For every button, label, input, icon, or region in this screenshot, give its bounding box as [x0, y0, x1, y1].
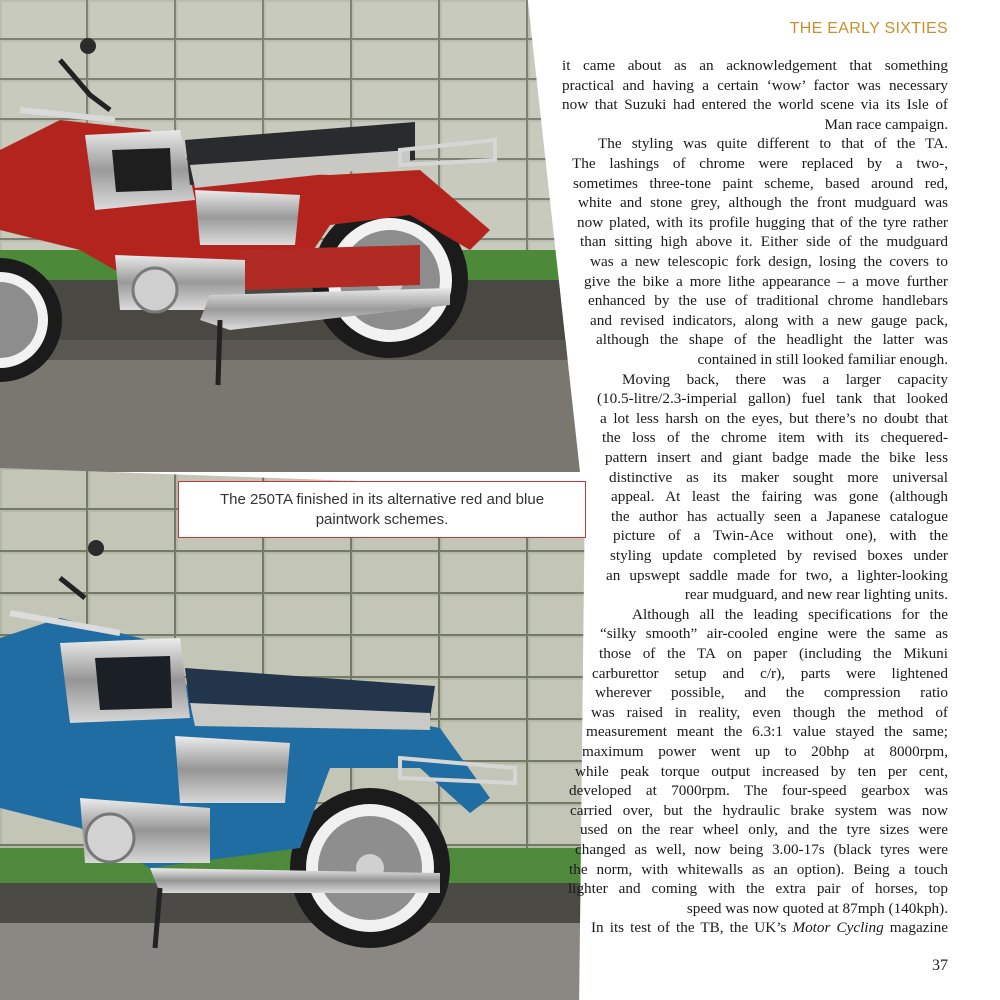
body-line: now that Suzuki had entered the world scene via its Isle of: [562, 96, 948, 114]
body-line: it came about as an acknowledgement that something: [562, 57, 948, 74]
body-line: lighter and coming with the extra pair of horses, top: [568, 880, 948, 898]
body-line: maximum power went up to 20bhp at 8000rpm,: [582, 743, 948, 760]
body-line: Although all the leading specifications for the: [632, 605, 948, 623]
body-line: while peak torque output increased by ten per cent,: [575, 762, 948, 780]
body-line: the loss of the chrome item with its chequered-: [602, 429, 948, 447]
body-line: a lot less harsh on the eyes, but there’s no doubt that: [600, 409, 948, 427]
body-line: an upswept saddle made for two, a lighter-looking: [606, 566, 948, 584]
magazine-title: Motor Cycling: [792, 919, 884, 937]
body-line: appeal. At least the fairing was gone (although: [611, 488, 948, 506]
body-line: pattern insert and giant badge made the bike less: [605, 449, 948, 466]
body-line: In its test of the TB, the UK’s Motor Cycling magazine: [591, 919, 948, 937]
body-line: although the shape of the headlight the latter was: [596, 331, 948, 349]
body-line: picture of a Twin-Ace without one), with the: [613, 527, 948, 545]
body-line: was raised in reality, even though the method of: [591, 703, 948, 721]
body-line: wherever possible, and the compression ratio: [595, 684, 948, 702]
body-line: measurement meant the 6.3:1 value stayed the same;: [586, 723, 948, 741]
body-line: give the bike a more lithe appearance – a move further: [584, 272, 948, 290]
body-line: styling update completed by revised boxes under: [610, 547, 948, 564]
body-line: distinctive as its maker sought more universal: [609, 468, 948, 486]
body-line: those of the TA on paper (including the Mikuni: [599, 645, 948, 662]
caption-line: The 250TA finished in its alternative red and blue: [219, 491, 545, 508]
body-line: than sitting high above it. Either side of the mudguard: [580, 233, 948, 251]
body-line: practical and having a certain ‘wow’ factor was necessary: [562, 76, 948, 94]
body-line: Moving back, there was a larger capacity: [622, 370, 948, 388]
body-line: and revised indicators, along with a new gauge pack,: [590, 311, 948, 329]
red-250ta-photo: [0, 0, 580, 472]
body-line: rear mudguard, and new rear lighting units.: [684, 586, 948, 604]
body-line: (10.5-litre/2.3-imperial gallon) fuel tank that looked: [597, 390, 948, 408]
body-line: The lashings of chrome were replaced by a two-,: [572, 155, 948, 172]
body-line: carried over, but the hydraulic brake system was now: [570, 801, 948, 819]
body-line: carburettor setup and c/r), parts were lightened: [592, 664, 948, 682]
body-line: the norm, with whitewalls as an option). Being a touch: [569, 860, 948, 878]
body-line: white and stone grey, although the front mudguard was: [578, 194, 948, 212]
body-line: Man race campaign.: [824, 115, 948, 133]
body-line: developed at 7000rpm. The four-speed gearbox was: [569, 782, 948, 800]
body-line: changed as well, now being 3.00-17s (black tyres were: [575, 841, 948, 858]
caption-line: paintwork schemes.: [315, 511, 449, 528]
body-line: was a new telescopic fork design, losing the covers to: [590, 253, 948, 270]
body-line: The styling was quite different to that of the TA.: [598, 135, 948, 153]
body-line: sometimes three-tone paint scheme, based around red,: [573, 174, 948, 192]
running-head: THE EARLY SIXTIES: [789, 20, 948, 37]
photo-caption: [178, 481, 586, 538]
body-line: speed was now quoted at 87mph (140kph).: [686, 899, 948, 917]
page-number: 37: [932, 957, 948, 974]
body-line: “silky smooth” air-cooled engine were the same as: [600, 625, 948, 643]
body-line: used on the rear wheel only, and the tyre sizes were: [580, 821, 948, 839]
body-line: the author has actually seen a Japanese catalogue: [611, 507, 948, 525]
blue-250ta-photo: [0, 468, 585, 1000]
body-line: enhanced by the use of traditional chrome handlebars: [588, 292, 948, 310]
body-line: contained in still looked familiar enough.: [697, 351, 948, 368]
body-line: now plated, with its profile hugging that of the tyre rather: [577, 213, 948, 231]
